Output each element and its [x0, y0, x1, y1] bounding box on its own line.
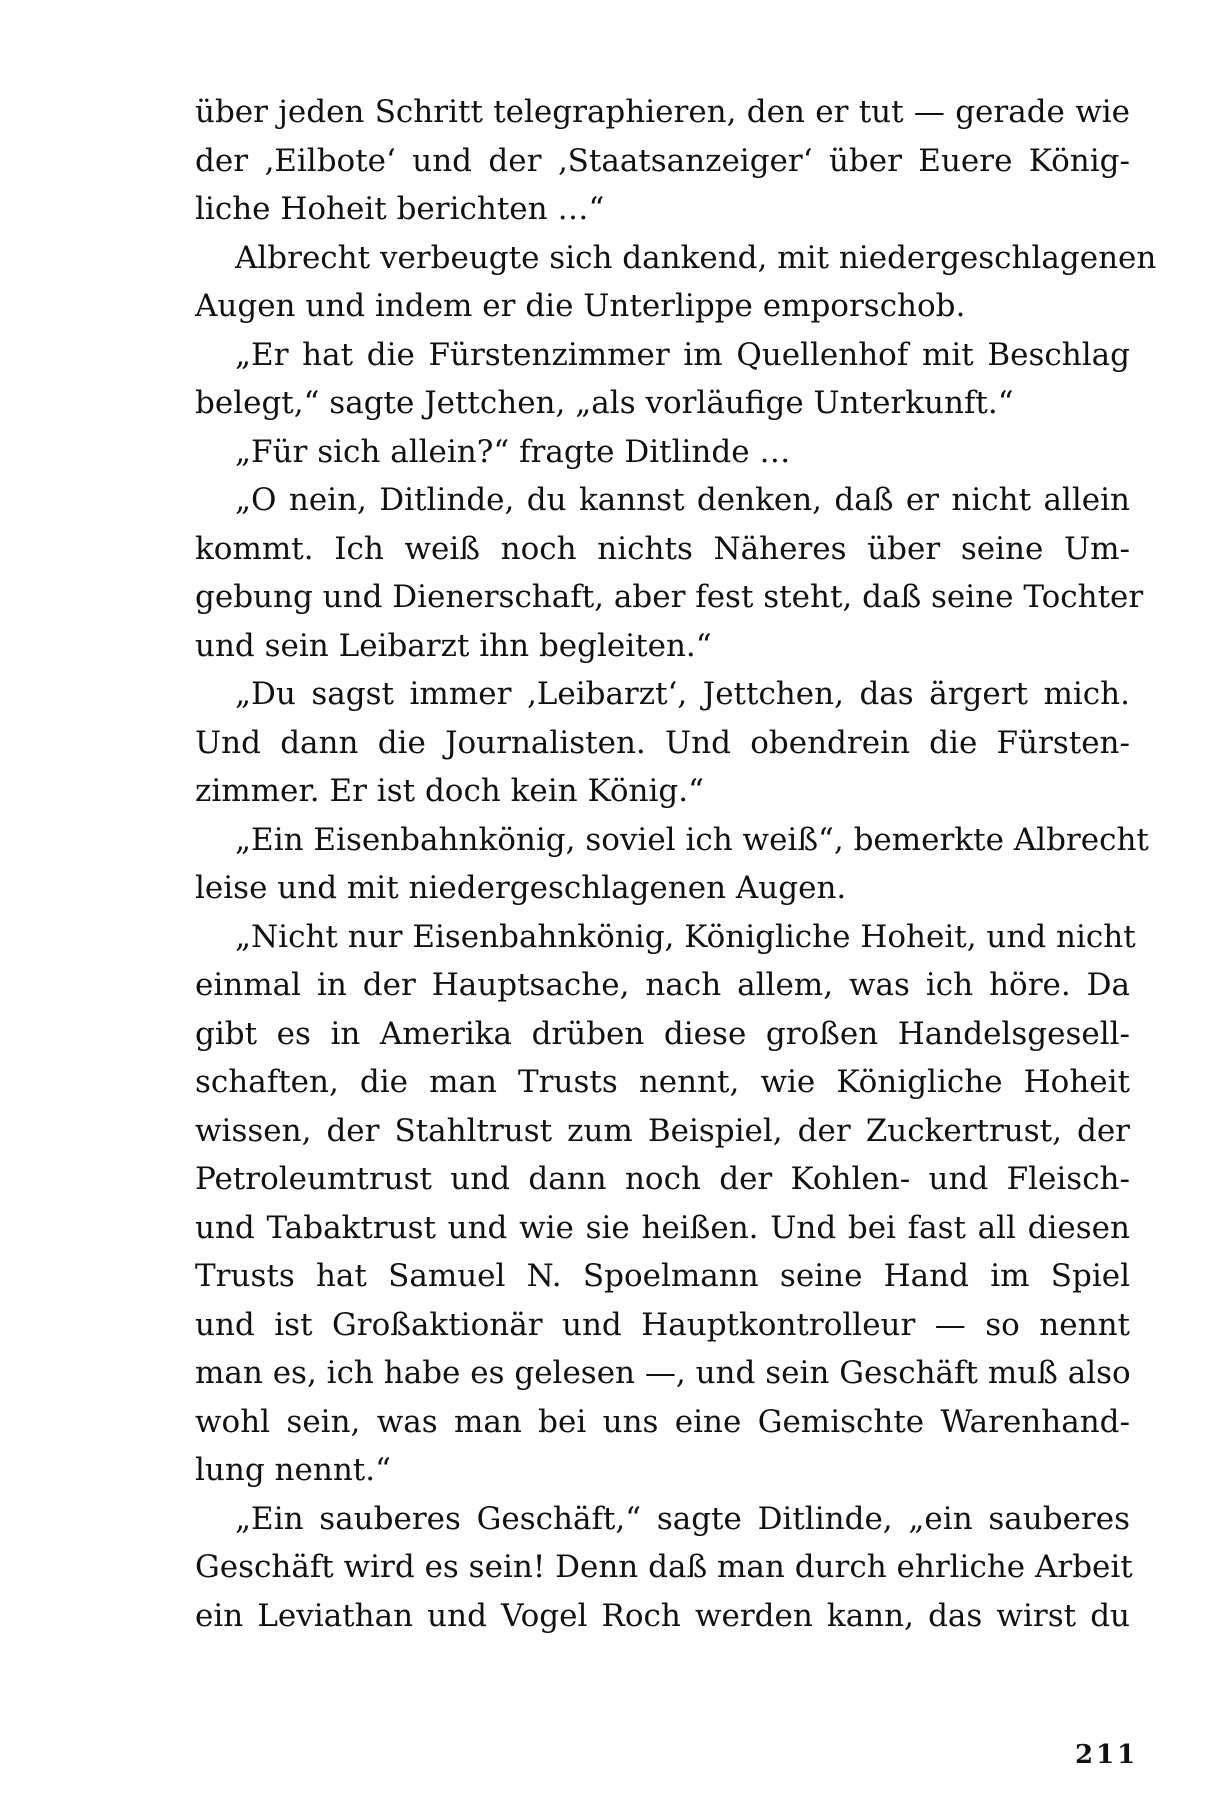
- text-line: „Er hat die Fürstenzimmer im Quellenhof mit Beschlag: [235, 336, 1130, 373]
- text-line: „Für sich allein?“ fragte Ditlinde …: [235, 433, 791, 470]
- text-line: leise und mit niedergeschlagenen Augen.: [195, 870, 847, 906]
- text-line: und Tabaktrust und wie sie heißen. Und bei fast all diesen: [195, 1209, 1130, 1246]
- text-line: gebung und Dienerschaft, aber fest steht, daß seine Tochter: [195, 579, 1144, 615]
- text-line: Und dann die Journalisten. Und obendrein die Fürsten-: [195, 724, 1130, 761]
- text-line: gibt es in Amerika drüben diese großen Handelsgesell-: [195, 1015, 1130, 1052]
- text-line: ein Leviathan und Vogel Roch werden kann, das wirst du: [195, 1597, 1130, 1634]
- text-line: lung nennt.“: [195, 1452, 391, 1488]
- text-line: zimmer. Er ist doch kein König.“: [195, 773, 704, 809]
- text-line: und ist Großaktionär und Hauptkontrolleur — so nennt: [195, 1306, 1130, 1343]
- text-line: Geschäft wird es sein! Denn daß man durch ehrliche Arbeit: [195, 1549, 1133, 1585]
- text-line: man es, ich habe es gelesen —, und sein Geschäft muß also: [195, 1355, 1131, 1391]
- text-line: Albrecht verbeugte sich dankend, mit niedergeschlagenen: [235, 239, 1157, 276]
- text-line: der ‚Eilbote‘ und der ‚Staatsanzeiger‘ über Euere König-: [195, 142, 1130, 179]
- text-line: und sein Leibarzt ihn begleiten.“: [195, 627, 712, 664]
- text-line: „Nicht nur Eisenbahnkönig, Königliche Hoheit, und nicht: [235, 918, 1136, 955]
- text-line: „Ein Eisenbahnkönig, soviel ich weiß“, bemerkte Albrecht: [235, 821, 1149, 858]
- text-line: „O nein, Ditlinde, du kannst denken, daß er nicht allein: [235, 482, 1130, 518]
- page-number: 211: [1075, 1740, 1139, 1770]
- text-line: Augen und indem er die Unterlippe emporschob.: [195, 288, 966, 324]
- text-line: kommt. Ich weiß noch nichts Näheres über seine Um-: [195, 530, 1130, 567]
- text-line: „Ein sauberes Geschäft,“ sagte Ditlinde, „ein sauberes: [235, 1500, 1130, 1537]
- text-line: wissen, der Stahltrust zum Beispiel, der Zuckertrust, der: [195, 1112, 1130, 1149]
- body-text: [195, 88, 1157, 1640]
- text-line: liche Hoheit berichten …“: [195, 191, 605, 227]
- text-line: einmal in der Hauptsache, nach allem, was ich höre. Da: [195, 967, 1130, 1003]
- text-line: „Du sagst immer ‚Leibarzt‘, Jettchen, das ärgert mich.: [235, 676, 1130, 712]
- text-line: belegt,“ sagte Jettchen, „als vorläufige Unterkunft.“: [195, 385, 1014, 421]
- text-line: wohl sein, was man bei uns eine Gemischte Warenhand-: [195, 1403, 1130, 1440]
- text-line: Petroleumtrust und dann noch der Kohlen- und Fleisch-: [195, 1161, 1130, 1197]
- text-line: Trusts hat Samuel N. Spoelmann seine Hand im Spiel: [195, 1258, 1130, 1294]
- text-line: über jeden Schritt telegraphieren, den er tut — gerade wie: [195, 94, 1130, 130]
- text-line: schaften, die man Trusts nennt, wie Königliche Hoheit: [195, 1064, 1130, 1100]
